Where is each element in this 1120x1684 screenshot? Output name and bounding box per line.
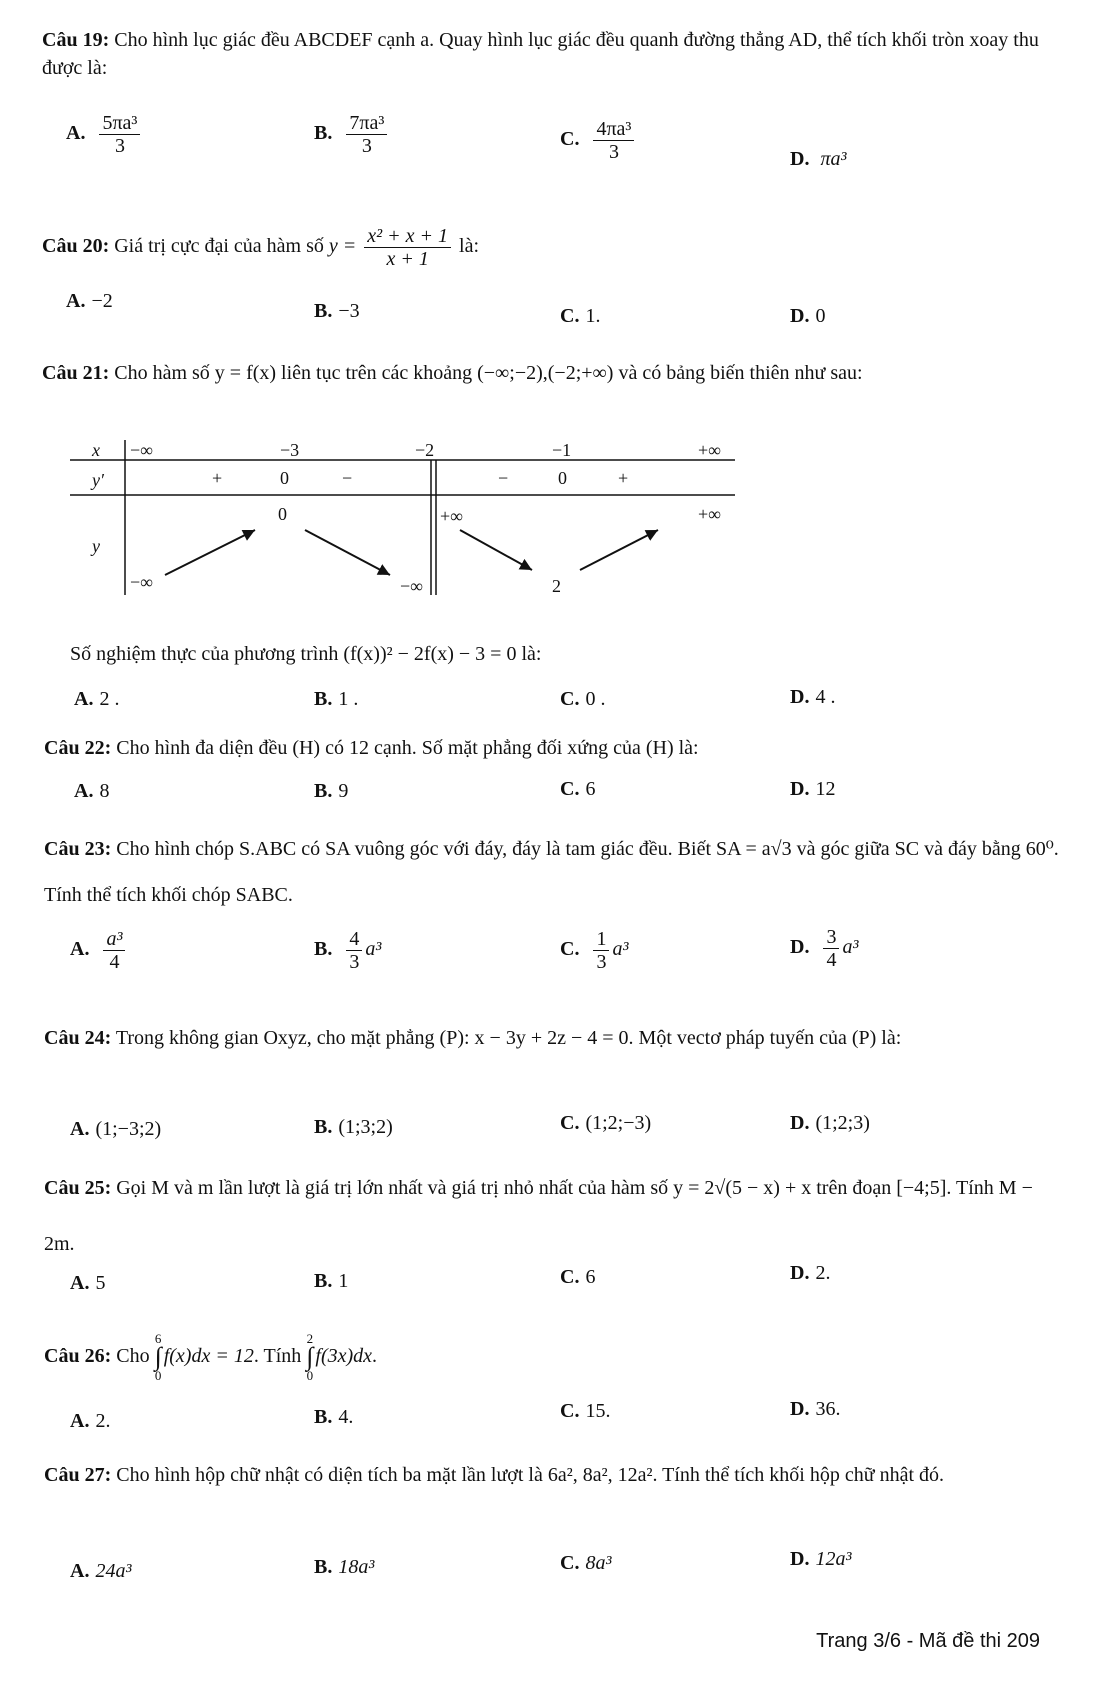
option-b: B. $\frac{4}{3}$ a³ bbox=[314, 928, 382, 973]
option-d: D. $\frac{3}{4}$ a³ bbox=[790, 926, 859, 971]
question-25 bbox=[44, 1160, 1060, 1272]
option-c: C. 8a³ bbox=[560, 1552, 612, 1574]
option-d: D. 0 bbox=[790, 305, 826, 327]
question-text: Cho hàm số y = f(x) liên tục trên các khoảng (−∞;−2),(−2;+∞) và có bảng biến thiên như sau: bbox=[114, 362, 863, 384]
option-d: D. 2. bbox=[790, 1262, 831, 1284]
question-24 bbox=[44, 1012, 1060, 1064]
option-c: C. 1. bbox=[560, 305, 601, 327]
option-c: C. 6 bbox=[560, 778, 596, 800]
question-label: Câu 20: bbox=[42, 235, 110, 258]
decrease-arrow bbox=[305, 530, 390, 575]
option-b: B. 18a³ bbox=[314, 1556, 375, 1578]
increase-arrow bbox=[165, 530, 255, 575]
question-text: Cho hình đa diện đều (H) có 12 cạnh. Số mặt phẳng đối xứng của (H) là: bbox=[116, 737, 699, 759]
derivative-sign: − bbox=[342, 468, 353, 488]
function-fraction: $\frac{\text{x² + x + 1}}{x + 1}$ bbox=[364, 225, 451, 270]
option-a: A. 8 bbox=[74, 780, 110, 802]
option-d: D. πa³ bbox=[790, 148, 847, 170]
x-value: −3 bbox=[280, 440, 300, 460]
option-a: A. (1;−3;2) bbox=[70, 1118, 162, 1140]
page-footer: Trang 3/6 - Mã đề thi 209 bbox=[816, 1630, 1040, 1652]
option-b: B. $\frac{\text{7πa³}}{3}$ bbox=[314, 112, 390, 157]
y-value: −∞ bbox=[130, 572, 153, 592]
integral-sign: 6 ∫ 0 bbox=[154, 1331, 162, 1384]
question-26: Câu 26: Cho 6 ∫ 0 f(x)dx = 12. Tính 2 ∫ 0 f(3x)dx. bbox=[44, 1331, 378, 1384]
option-c: C. $\frac{\text{4πa³}}{3}$ bbox=[560, 118, 637, 163]
option-c: C. 0 . bbox=[560, 688, 606, 710]
option-b: B. 1 . bbox=[314, 688, 359, 710]
decrease-arrow bbox=[460, 530, 532, 570]
option-b: B. 1 bbox=[314, 1270, 349, 1292]
question-20: Câu 20: Giá trị cực đại của hàm số y = $\frac{\text{x² + x + 1}}{x + 1}$ là: bbox=[42, 225, 480, 270]
question-23 bbox=[44, 826, 1060, 918]
option-a: A. −2 bbox=[66, 290, 113, 312]
increase-arrow bbox=[580, 530, 658, 570]
question-21-subtext: Số nghiệm thực của phương trình (f(x))² − 2f(x) − 3 = 0 là: bbox=[70, 643, 542, 665]
question-label: Câu 24: bbox=[44, 1027, 112, 1049]
y-value: −∞ bbox=[400, 576, 423, 596]
question-19 bbox=[42, 26, 1060, 82]
derivative-sign: 0 bbox=[558, 468, 567, 488]
question-text: Gọi M và m lần lượt là giá trị lớn nhất và giá trị nhỏ nhất của hàm số y = 2√(5 − x) + x trên đoạn [−4;5]. Tính M − 2m. bbox=[44, 1177, 1033, 1255]
y-value: 0 bbox=[278, 504, 287, 524]
question-text: Cho hình chóp S.ABC có SA vuông góc với đáy, đáy là tam giác đều. Biết SA = a√3 và góc giữa SC và đáy bằng 60⁰. Tính thể tích khối chóp SABC. bbox=[44, 838, 1059, 906]
question-text: Cho hình lục giác đều ABCDEF cạnh a. Quay hình lục giác đều quanh đường thẳng AD, thể tích khối tròn xoay thu được là: bbox=[42, 29, 1039, 79]
option-c: C. $\frac{1}{3}$ a³ bbox=[560, 928, 629, 973]
option-b: B. 9 bbox=[314, 780, 349, 802]
option-a: A. 24a³ bbox=[70, 1560, 132, 1582]
question-label: Câu 25: bbox=[44, 1177, 112, 1199]
y-label: y bbox=[92, 536, 100, 556]
question-label: Câu 19: bbox=[42, 29, 110, 51]
option-c: C. 6 bbox=[560, 1266, 596, 1288]
option-a: A. 5 bbox=[70, 1272, 106, 1294]
question-22 bbox=[44, 734, 1060, 762]
question-label: Câu 21: bbox=[42, 362, 110, 384]
option-c: C. (1;2;−3) bbox=[560, 1112, 652, 1134]
option-d: D. 4 . bbox=[790, 686, 836, 708]
question-label: Câu 26: bbox=[44, 1345, 112, 1367]
x-label: x bbox=[92, 440, 100, 460]
y-value: 2 bbox=[552, 576, 561, 596]
option-a: A. 2. bbox=[70, 1410, 111, 1432]
variation-table bbox=[70, 440, 750, 600]
x-value: −2 bbox=[415, 440, 435, 460]
x-value: −1 bbox=[552, 440, 572, 460]
option-b: B. (1;3;2) bbox=[314, 1116, 393, 1138]
option-a: A. 2 . bbox=[74, 688, 120, 710]
option-a: A. $\frac{\text{a³}}{4}$ bbox=[70, 928, 128, 973]
y-value: +∞ bbox=[440, 506, 463, 526]
integral-sign: 2 ∫ 0 bbox=[306, 1331, 314, 1384]
option-d: D. (1;2;3) bbox=[790, 1112, 870, 1134]
option-b: B. 4. bbox=[314, 1406, 354, 1428]
question-label: Câu 22: bbox=[44, 737, 112, 759]
option-a: A. $\frac{\text{5πa³}}{3}$ bbox=[66, 112, 143, 157]
question-label: Câu 23: bbox=[44, 838, 112, 860]
question-27 bbox=[44, 1446, 1060, 1504]
question-text: Cho hình hộp chữ nhật có diện tích ba mặt lần lượt là 6a², 8a², 12a². Tính thể tích khối hộp chữ nhật đó. bbox=[116, 1464, 945, 1486]
x-value: +∞ bbox=[698, 440, 721, 460]
derivative-sign: 0 bbox=[280, 468, 289, 488]
dy-label: y′ bbox=[92, 470, 104, 490]
derivative-sign: − bbox=[498, 468, 509, 488]
question-label: Câu 27: bbox=[44, 1464, 112, 1486]
derivative-sign: + bbox=[212, 468, 223, 488]
option-c: C. 15. bbox=[560, 1400, 611, 1422]
option-d: D. 36. bbox=[790, 1398, 841, 1420]
option-d: D. 12a³ bbox=[790, 1548, 852, 1570]
x-value: −∞ bbox=[130, 440, 153, 460]
option-b: B. −3 bbox=[314, 300, 360, 322]
option-d: D. 12 bbox=[790, 778, 836, 800]
y-value: +∞ bbox=[698, 504, 721, 524]
question-text: Trong không gian Oxyz, cho mặt phẳng (P): x − 3y + 2z − 4 = 0. Một vectơ pháp tuyến của (P) là: bbox=[115, 1027, 902, 1049]
question-21 bbox=[42, 350, 1060, 396]
derivative-sign: + bbox=[618, 468, 629, 488]
